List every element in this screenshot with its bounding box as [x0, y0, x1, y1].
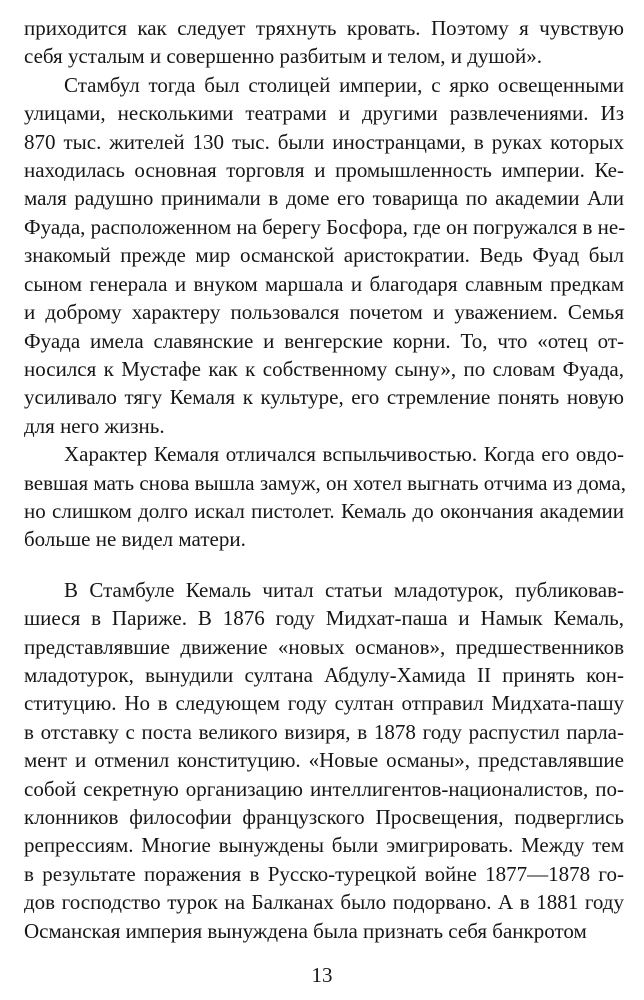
text-line: находилась основная торговля и промышленность империи. Ке-	[24, 158, 624, 182]
text-line: 870 тыс. жителей 130 тыс. были иностранцами, в руках которых	[24, 129, 624, 154]
text-line: больше не видел матери.	[24, 527, 246, 552]
text-line: Фуада, расположенном на берегу Босфора, где он погружался в не-	[24, 214, 626, 239]
text-line: младотурок, вынудили султана Абдулу-Хамида II принять кон-	[24, 662, 624, 687]
text-line: маля радушно принимали в доме его товарища по академии Али	[24, 186, 624, 211]
text-line: Стамбул тогда был столицей империи, с ярко освещенными	[64, 72, 624, 97]
text-line: Османская империя вынуждена была признать себя банкротом	[24, 918, 587, 943]
text-line: вевшая мать снова вышла замуж, он хотел выгнать отчима из дома,	[24, 470, 627, 495]
text-line: представлявшие движение «новых османов», предшественников	[24, 634, 624, 659]
text-line: но слишком долго искал пистолет. Кемаль до окончания академии	[24, 498, 624, 523]
text-line: собой секретную организацию интеллигентов-националистов, по-	[24, 776, 624, 801]
text-line: репрессиям. Многие вынуждены были эмигрировать. Между тем	[24, 833, 624, 858]
text-line: дов господство турок на Балканах было подорвано. А в 1881 году	[24, 890, 624, 915]
text-line: носился к Мустафе как к собственному сыну», по словам Фуада,	[24, 356, 624, 381]
text-line: в результате поражения в Русско-турецкой войне 1877—1878 го-	[24, 861, 624, 886]
text-line: В Стамбуле Кемаль читал статьи младотурок, публиковав-	[64, 577, 624, 602]
page-number: 13	[311, 963, 333, 987]
text-line: усиливало тягу Кемаля к культуре, его стремление понять новую	[24, 385, 624, 410]
text-line: приходится как следует тряхнуть кровать. Поэтому я чувствую	[24, 16, 624, 40]
text-line: Фуада имела славянские и венгерские корни. То, что «отец от-	[24, 328, 624, 353]
text-line: в отставку с поста великого визиря, в 1878 году распустил парла-	[24, 719, 624, 744]
text-line: для него жизнь.	[24, 413, 165, 438]
text-line: мент и отменил конституцию. «Новые османы», представлявшие	[24, 748, 624, 773]
text-line: ституцию. Но в следующем году султан отправил Мидхата-пашу	[24, 691, 624, 716]
text-line: Характер Кемаля отличался вспыльчивостью. Когда его овдо-	[64, 442, 624, 467]
text-line: шиеся в Париже. В 1876 году Мидхат-паша и Намык Кемаль,	[24, 606, 624, 631]
text-line: улицами, несколькими театрами и другими развлечениями. Из	[24, 101, 624, 126]
text-line: себя усталым и совершенно разбитым и телом, и душой».	[24, 44, 543, 69]
text-line: и доброму характеру пользовался почетом и уважением. Семья	[24, 300, 624, 325]
text-line: знакомый прежде мир османской аристократии. Ведь Фуад был	[24, 243, 624, 268]
text-line: сыном генерала и внуком маршала и благодаря славным предкам	[24, 271, 624, 296]
text-line: клонников философии французского Просвещения, подверглись	[24, 805, 624, 829]
